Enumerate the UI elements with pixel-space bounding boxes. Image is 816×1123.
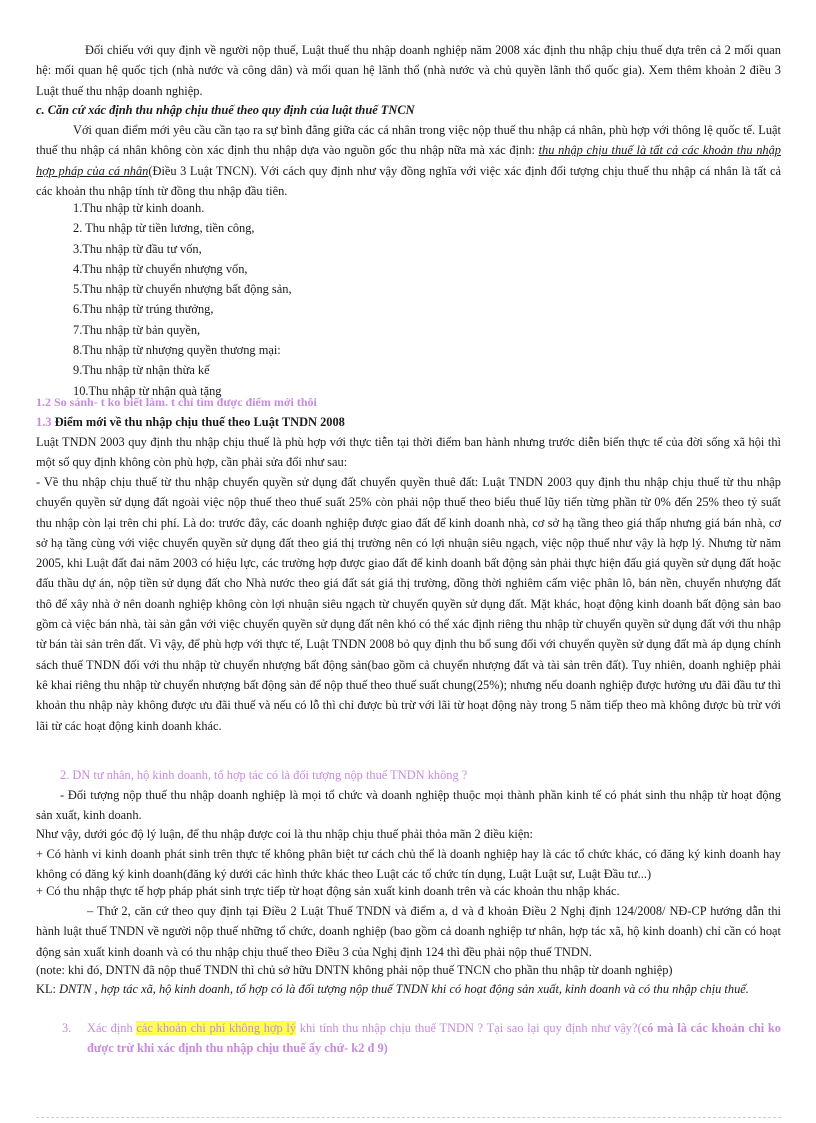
paragraph-1: Đối chiếu với quy định về người nộp thuế, Luật thuế thu nhập doanh nghiệp năm 2008 xác định thu nhập chịu thuế dựa trên cả 2 mối quan hệ: mối quan hệ quốc tịch (nhà nước và công dân) và mối quan hệ lãnh thổ (nhà nước và chủ quyền lãnh thổ quốc gia). Xem thêm khoản 2 điều 3 Luật thuế thu nhập doanh nghiệp. [36,43,781,98]
paragraph-2 [36,120,781,201]
question-3-pre: Xác định [87,1021,133,1035]
conclusion-text: DNTN , hợp tác xã, hộ kinh doanh, tổ hợp có là đối tượng nộp thuế TNDN khi có hoạt động sản xuất, kinh doanh và có thu nhập chịu thuế. [59,982,749,996]
list-item: 5.Thu nhập từ chuyển nhượng bất động sản, [73,282,292,297]
paragraph-9: – Thứ 2, căn cứ theo quy định tại Điều 2 Luật Thuế TNDN và điểm a, d và đ khoản Điều 2 Nghị định 124/2008/ NĐ-CP hướng dẫn thi hành luật thuế TNDN về người nộp thuế những tổ chức, doanh nghiệp (bao gồm cả doanh nghiệp tư nhân, hợp tác xã, hộ kinh doanh) chỉ cần có hoạt động sản xuất kinh doanh và có thu nhập chịu thuế theo Điều 3 của Nghị định 124 thì đều phải nộp thuế TNDN. [36,904,781,959]
paragraph-2-text-b: (Điều 3 Luật TNCN). Với cách quy định như vậy đồng nghĩa với việc xác định đối tượng chịu thuế thu nhập cá nhân là tất cả các khoản thu nhập tính từ đồng thu nhập đầu tiên. [36,163,781,198]
list-item: 3.Thu nhập từ đầu tư vốn, [73,241,202,256]
heading-1-3 [36,412,781,432]
paragraph-10: (note: khi đó, DNTN đã nộp thuế TNDN thì chủ sở hữu DNTN không phải nộp thuế TNCN cho phần thu nhập từ doanh nghiệp) [36,963,673,977]
list-item: 4.Thu nhập từ chuyển nhượng vốn, [73,261,248,276]
question-3-number: 3. [62,1021,72,1035]
question-3-bold: có mà là các khoản chi ko được trừ khi xác định thu nhập chịu thuế ấy chứ- k2 đ 9) [87,1021,781,1056]
page-bottom-border [36,1117,781,1118]
heading-1-3-text: Điểm mới về thu nhập chịu thuế theo Luật TNDN 2008 [54,415,345,429]
income-list [73,198,292,401]
question-2: 2. DN tư nhân, hộ kinh doanh, tổ hợp tác có là đối tượng nộp thuế TNDN không ? [60,768,468,782]
question-3-mid: khi tính thu nhập chịu thuế TNDN ? Tại sao lại quy định như vậy?( [299,1021,642,1035]
paragraph-2-text-a: Với quan điểm mới yêu cầu cần tạo ra sự bình đẳng giữa các cá nhân trong việc nộp thuế thu nhập cá nhân, phù hợp với thông lệ quốc tế. Luật thuế thu nhập cá nhân không còn xác định thu nhập dựa vào nguồn gốc thu nhập nữa mà xác định: [36,123,781,158]
paragraph-2-underlined: thu nhập chịu thuế là tất cả các khoản thu nhập hợp pháp của cá nhân [36,143,781,178]
heading-1-3-number: 1.3 [36,415,52,429]
list-item: 1.Thu nhập từ kinh doanh. [73,201,205,215]
question-3 [87,1018,781,1059]
paragraph-4: - Về thu nhập chịu thuế từ thu nhập chuyển quyền sử dụng đất chuyển quyền thuê đất: Luật TNDN 2003 quy định thu nhập chịu thuế từ thu nhập chuyển quyền sử dụng đất ngoài việc nộp thuế theo thuế suất 25% còn phải nộp thuế theo biểu thuế lũy tiến từng phần từ 0% đến 25% theo tỷ suất thu nhập còn lại trên chi phí. Là do: trước đây, các doanh nghiệp được giao đất để kinh doanh nhà, cơ sở hạ tầng theo giá thấp nhưng giá bán nhà, cơ sở hạ tầng cùng với việc chuyển quyền sử dụng đất theo giá thị trường nên có lợi nhuận siêu ngạch, việc nộp thuế như vậy là hợp lý. Nhưng từ năm 2005, khi Luật đất đai năm 2003 có hiệu lực, các trường hợp được giao đất để kinh doanh bất động sản phải thực hiện đấu giá quyền sử dụng đất hoặc đấu thầu dự án, nộp tiền sử dụng đất cho Nhà nước theo giá đất sát giá thị trường, đồng thời nghiêm cấm việc phân lô, bán nền, chuyển nhượng đất thô để xây nhà ở nên doanh nghiệp không còn lợi nhuận siêu ngạch từ chuyển quyền sử dụng đất. Mặt khác, hoạt động kinh doanh bất động sản bao gồm cả việc bán nhà, tài sản gắn với việc chuyển quyền sử dụng đất nên khó có thể xác định riêng thu nhập từ chuyển quyền sử dụng đất với thu nhập từ bán tài sản trên đất. Vì vậy, để phù hợp với thực tế, Luật TNDN 2008 bỏ quy định thu bổ sung đối với chuyển quyền sử dụng đất mà áp dụng chính sách thuế TNDN đối với thu nhập từ chuyển nhượng bất động sản(bao gồm cả chuyển nhượng đất và tài sản trên đất). Tuy nhiên, doanh nghiệp phải kê khai riêng thu nhập từ chuyển nhượng bất động sản để nộp thuế theo thuế suất chung(25%); nhưng nếu doanh nghiệp được hưởng ưu đãi đầu tư thì khoản thu nhập này không được ưu đãi thuế và nếu có lỗ thì chỉ được bù trừ với lãi từ hoạt động này trong 5 năm tiếp theo mà không được bù trừ với lãi từ các hoạt động kinh doanh khác. [36,475,781,733]
paragraph-3: Luật TNDN 2003 quy định thu nhập chịu thuế là phù hợp với thực tiễn tại thời điểm ban hành nhưng trước diễn biến thực tế của đời sống xã hội thì một số quy định không còn phù hợp, cần phải sửa đổi như sau: [36,435,781,470]
paragraph-8: + Có thu nhập thực tế hợp pháp phát sinh trực tiếp từ hoạt động sản xuất kinh doanh trên và các khoản thu nhập khác. [36,884,620,898]
paragraph-5: - Đối tượng nộp thuế thu nhập doanh nghiệp là mọi tổ chức và doanh nghiệp thuộc mọi thành phần kinh tế có phát sinh thu nhập từ hoạt động sản xuất, kinh doanh. [36,788,781,823]
paragraph-6: Như vậy, dưới góc độ lý luận, để thu nhập được coi là thu nhập chịu thuế phải thỏa mãn 2 điều kiện: [36,827,533,841]
conclusion [36,979,781,999]
conclusion-label: KL: [36,982,56,996]
list-item: 8.Thu nhập từ nhượng quyền thương mại: [73,343,281,358]
heading-1-2: 1.2 So sánh- t ko biết làm. t chỉ tìm được điểm mới thôi [36,395,317,409]
list-item: 2. Thu nhập từ tiền lương, tiền công, [73,221,255,236]
list-item: 6.Thu nhập từ trúng thưởng, [73,302,214,317]
list-item: 10.Thu nhập từ nhận quà tặng [73,383,222,398]
question-3-highlight: các khoản chi phí không hợp lý [136,1021,297,1035]
paragraph-7: + Có hành vi kinh doanh phát sinh trên thực tế không phân biệt tư cách chủ thể là doanh nghiệp hay là các tổ chức khác, có đăng ký kinh doanh hay không có đăng ký kinh doanh(đăng ký dưới các hình thức khác theo Luật các tổ chức tín dụng, Luật Luật sư, Luật Đầu tư...) [36,847,781,882]
list-item: 9.Thu nhập từ nhận thừa kế [73,363,210,378]
list-item: 7.Thu nhập từ bản quyền, [73,322,201,337]
heading-c: c. Căn cứ xác định thu nhập chịu thuế theo quy định của luật thuế TNCN [36,103,415,117]
